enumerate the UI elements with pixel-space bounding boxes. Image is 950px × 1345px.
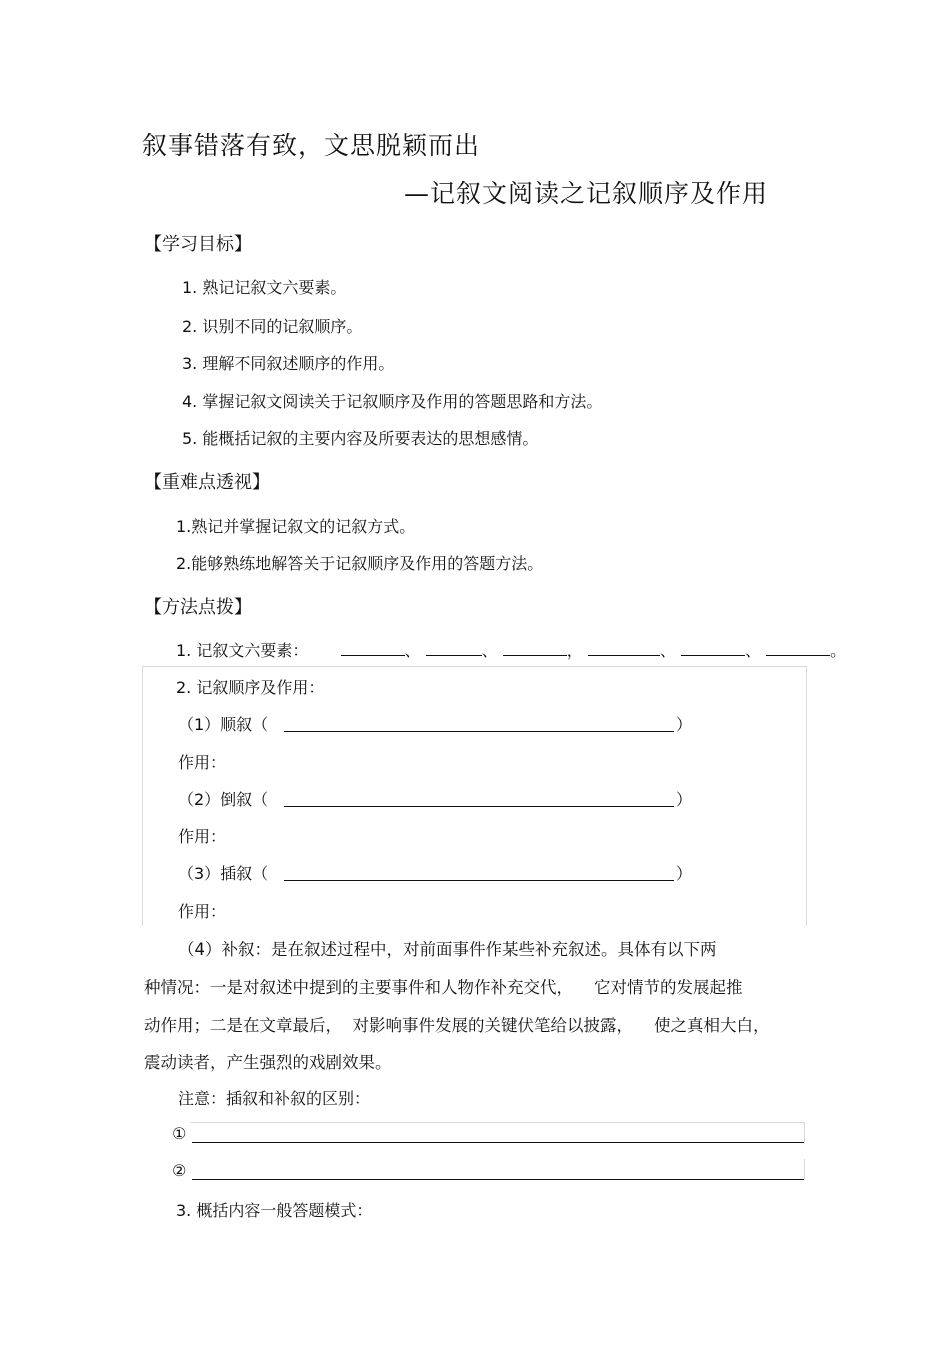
answer-blank[interactable] [681,641,745,656]
separator: 。 [830,641,847,660]
order-label: （1）顺叙（ [178,715,269,734]
goal-item: 4. 掌握记叙文阅读关于记叙顺序及作用的答题思路和方法。 [182,392,603,411]
order-effect: 作用： [178,753,227,772]
order-effect: 作用： [178,827,227,846]
answer-blank[interactable] [426,641,482,656]
goal-item: 2. 识别不同的记叙顺序。 [182,317,363,336]
goal-item: 3. 理解不同叙述顺序的作用。 [182,354,395,373]
note-frame-rule [190,1122,805,1123]
note-text: 注意：插叙和补叙的区别： [178,1089,371,1108]
answer-blank[interactable] [588,641,660,656]
answer-line[interactable] [192,1142,804,1143]
separator: 、 [744,641,761,660]
separator: 、 [481,641,498,660]
order-effect: 作用： [178,902,227,921]
answer-line[interactable] [284,806,674,807]
frame-top-rule [142,666,807,667]
six-elements-label: 1. 记叙文六要素： [176,641,309,660]
supplement-text: 种情况：一是对叙述中提到的主要事件和人物作补充交代， 它对情节的发展起推 [144,978,743,997]
six-elements-line [176,638,846,661]
difficulty-item: 1.熟记并掌握记叙文的记叙方式。 [176,517,416,536]
goal-item: 1. 熟记记叙文六要素。 [182,278,347,297]
answer-blank[interactable] [503,641,567,656]
order-close: ） [676,864,693,883]
order-heading: 2. 记叙顺序及作用： [176,678,325,697]
goal-item: 5. 能概括记叙的主要内容及所要表达的思想感情。 [182,429,539,448]
supplement-text: 动作用；二是在文章最后， 对影响事件发展的关键伏笔给以披露， 使之真相大白， [144,1016,770,1035]
supplement-text: （4）补叙：是在叙述过程中，对前面事件作某些补充叙述。具体有以下两 [178,940,717,959]
note-frame-rule [804,1159,805,1179]
page-title: 叙事错落有致，文思脱颖而出 [142,131,481,160]
difficulty-item: 2.能够熟练地解答关于记叙顺序及作用的答题方法。 [176,554,544,573]
goals-heading: 【学习目标】 [144,234,252,255]
order-close: ） [676,715,693,734]
separator: ， [566,641,583,660]
method-heading: 【方法点拨】 [144,597,252,618]
separator: 、 [659,641,676,660]
order-close: ） [676,790,693,809]
difficulty-heading: 【重难点透视】 [144,472,270,493]
note-mark: ① [172,1124,187,1143]
answer-line[interactable] [284,731,674,732]
answer-line[interactable] [284,880,674,881]
frame-left-rule [142,666,143,926]
answer-blank[interactable] [766,641,830,656]
separator: 、 [404,641,421,660]
note-frame-rule [804,1122,805,1142]
answer-blank[interactable] [341,641,405,656]
supplement-text: 震动读者，产生强烈的戏剧效果。 [144,1053,392,1072]
frame-right-rule [806,666,807,926]
note-mark: ② [172,1161,187,1180]
summary-heading: 3. 概括内容一般答题模式： [176,1201,373,1220]
order-label: （3）插叙（ [178,864,269,883]
answer-line[interactable] [192,1179,804,1180]
order-label: （2）倒叙（ [178,790,269,809]
page-subtitle: —记叙文阅读之记叙顺序及作用 [404,179,769,208]
